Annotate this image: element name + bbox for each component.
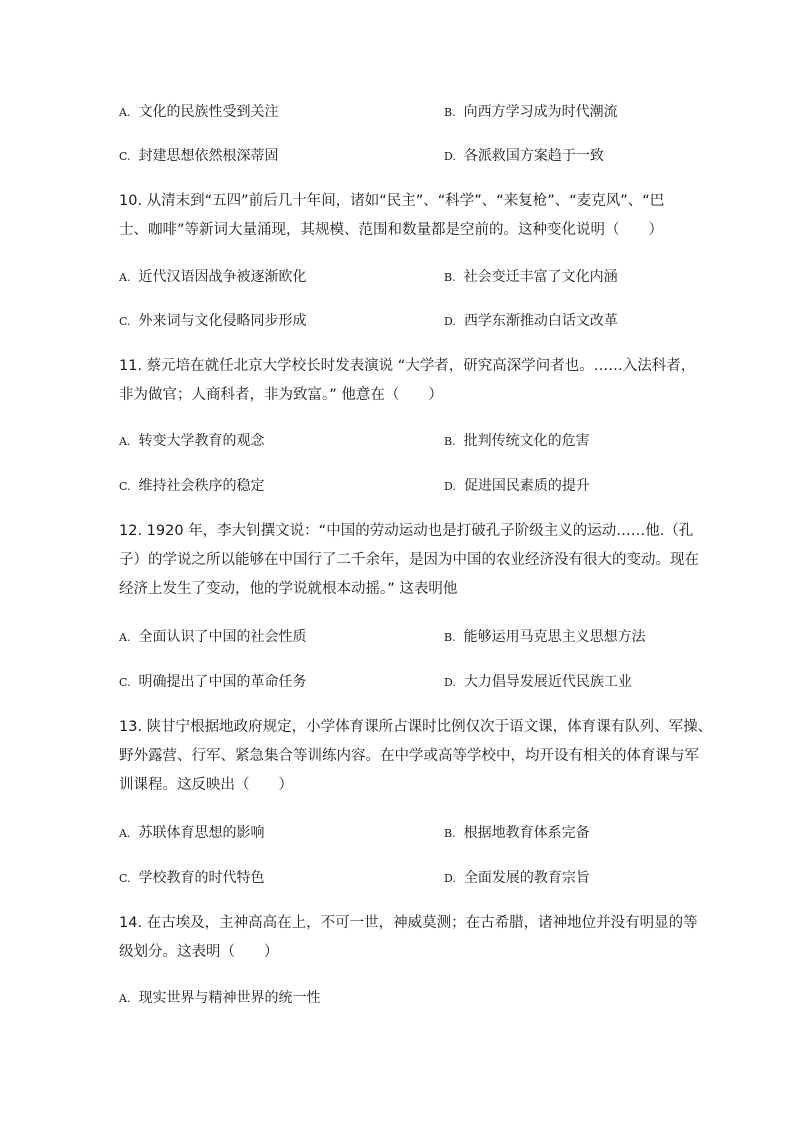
q11-option-row-ab <box>119 429 679 453</box>
option-text: 促进国民素质的提升 <box>463 478 590 494</box>
question-line: 14. 在古埃及，主神高高在上，不可一世，神威莫测；在古希腊，诸神地位并没有明显的等 <box>119 915 698 931</box>
q11-option-b[interactable] <box>444 429 590 454</box>
q9-option-d[interactable] <box>444 144 604 169</box>
question-line: 13. 陕甘宁根据地政府规定，小学体育课所占课时比例仅次于语文课，体育课有队列、军操、 <box>119 719 713 735</box>
option-letter: D. <box>444 150 456 163</box>
option-letter: D. <box>444 676 456 689</box>
option-text: 苏联体育思想的影响 <box>138 825 265 841</box>
q10-option-d[interactable] <box>444 309 618 334</box>
question-line: 11. 蔡元培在就任北京大学校长时发表演说 “大学者，研究高深学问者也。……入法科者， <box>119 358 696 374</box>
option-letter: B. <box>444 271 456 284</box>
option-text: 近代汉语因战争被逐渐欧化 <box>138 269 307 285</box>
q12-option-row-ab <box>119 625 679 649</box>
option-letter: C. <box>119 315 131 328</box>
q12-option-c[interactable] <box>119 670 307 695</box>
option-text: 全面认识了中国的社会性质 <box>138 629 307 645</box>
option-letter: D. <box>444 315 456 328</box>
question-13-stem <box>119 713 713 800</box>
option-letter: D. <box>444 480 456 493</box>
option-letter: C. <box>119 150 131 163</box>
option-letter: B. <box>444 435 456 448</box>
q9-option-row-cd <box>119 144 679 168</box>
question-10-stem <box>119 187 679 245</box>
option-text: 批判传统文化的危害 <box>463 433 590 449</box>
question-line: 非为做官；人商科者，非为致富。” 他意在（ ） <box>119 387 443 403</box>
question-11-stem <box>119 352 696 410</box>
q10-option-b[interactable] <box>444 265 618 290</box>
q13-option-row-ab <box>119 821 679 845</box>
q14-option-a[interactable] <box>119 986 320 1011</box>
option-letter: A. <box>119 631 131 644</box>
q12-option-a[interactable] <box>119 625 306 650</box>
question-line: 10. 从清末到“五四”前后几十年间，诸如“民主”、“科学”、“来复枪”、“麦克风”、“巴 <box>119 193 665 209</box>
q9-option-a[interactable] <box>119 100 278 125</box>
option-letter: B. <box>444 631 456 644</box>
option-letter: A. <box>119 435 131 448</box>
option-letter: C. <box>119 872 131 885</box>
question-line: 士、咖啡”等新词大量涌现，其规模、范围和数量都是空前的。这种变化说明（ ） <box>119 222 664 238</box>
q10-option-row-ab <box>119 265 679 289</box>
option-text: 西学东渐推动白话文改革 <box>463 313 618 329</box>
q13-option-b[interactable] <box>444 821 590 846</box>
option-letter: D. <box>444 872 456 885</box>
option-text: 学校教育的时代特色 <box>138 870 265 886</box>
option-letter: C. <box>119 480 131 493</box>
q13-option-c[interactable] <box>119 866 265 891</box>
option-letter: A. <box>119 827 131 840</box>
question-line: 训课程。这反映出（ ） <box>119 777 293 793</box>
q12-option-d[interactable] <box>444 670 632 695</box>
option-text: 外来词与文化侵略同步形成 <box>138 313 307 329</box>
q9-option-b[interactable] <box>444 100 618 125</box>
q10-option-a[interactable] <box>119 265 306 290</box>
option-text: 各派救国方案趋于一致 <box>463 148 604 164</box>
option-text: 全面发展的教育宗旨 <box>463 870 590 886</box>
question-line: 经济上发生了变动，他的学说就根本动摇。” 这表明他 <box>119 581 458 597</box>
q11-option-c[interactable] <box>119 474 265 499</box>
q12-option-row-cd <box>119 670 679 694</box>
question-line: 级划分。这表明（ ） <box>119 944 279 960</box>
q13-option-row-cd <box>119 866 679 890</box>
option-text: 维持社会秩序的稳定 <box>138 478 265 494</box>
option-letter: B. <box>444 106 456 119</box>
q13-option-d[interactable] <box>444 866 590 891</box>
option-text: 能够运用马克思主义思想方法 <box>463 629 646 645</box>
question-line: 12. 1920 年，李大钊撰文说：“中国的劳动运动也是打破孔子阶级主义的运动……他.（孔 <box>119 523 694 539</box>
question-12-stem <box>119 517 699 604</box>
q10-option-c[interactable] <box>119 309 307 334</box>
option-text: 向西方学习成为时代潮流 <box>463 104 618 120</box>
option-text: 文化的民族性受到关注 <box>138 104 279 120</box>
option-text: 现实世界与精神世界的统一性 <box>138 990 321 1006</box>
q12-option-b[interactable] <box>444 625 646 650</box>
option-text: 转变大学教育的观念 <box>138 433 265 449</box>
q11-option-row-cd <box>119 474 679 498</box>
option-text: 社会变迁丰富了文化内涵 <box>463 269 618 285</box>
question-line: 野外露营、行军、紧急集合等训练内容。在中学或高等学校中，均开设有相关的体育课与军 <box>119 748 699 764</box>
option-text: 大力倡导发展近代民族工业 <box>463 674 632 690</box>
q9-option-row-ab <box>119 100 679 124</box>
option-letter: A. <box>119 992 131 1005</box>
option-text: 明确提出了中国的革命任务 <box>138 674 307 690</box>
option-letter: C. <box>119 676 131 689</box>
q11-option-d[interactable] <box>444 474 590 499</box>
question-line: 子）的学说之所以能够在中国行了二千余年，是因为中国的农业经济没有很大的变动。现在 <box>119 552 699 568</box>
q13-option-a[interactable] <box>119 821 264 846</box>
option-letter: A. <box>119 106 131 119</box>
q11-option-a[interactable] <box>119 429 264 454</box>
q9-option-c[interactable] <box>119 144 279 169</box>
option-text: 根据地教育体系完备 <box>463 825 590 841</box>
option-letter: B. <box>444 827 456 840</box>
q14-option-row-a <box>119 986 679 1010</box>
option-letter: A. <box>119 271 131 284</box>
q10-option-row-cd <box>119 309 679 333</box>
option-text: 封建思想依然根深蒂固 <box>138 148 279 164</box>
question-14-stem <box>119 909 698 967</box>
